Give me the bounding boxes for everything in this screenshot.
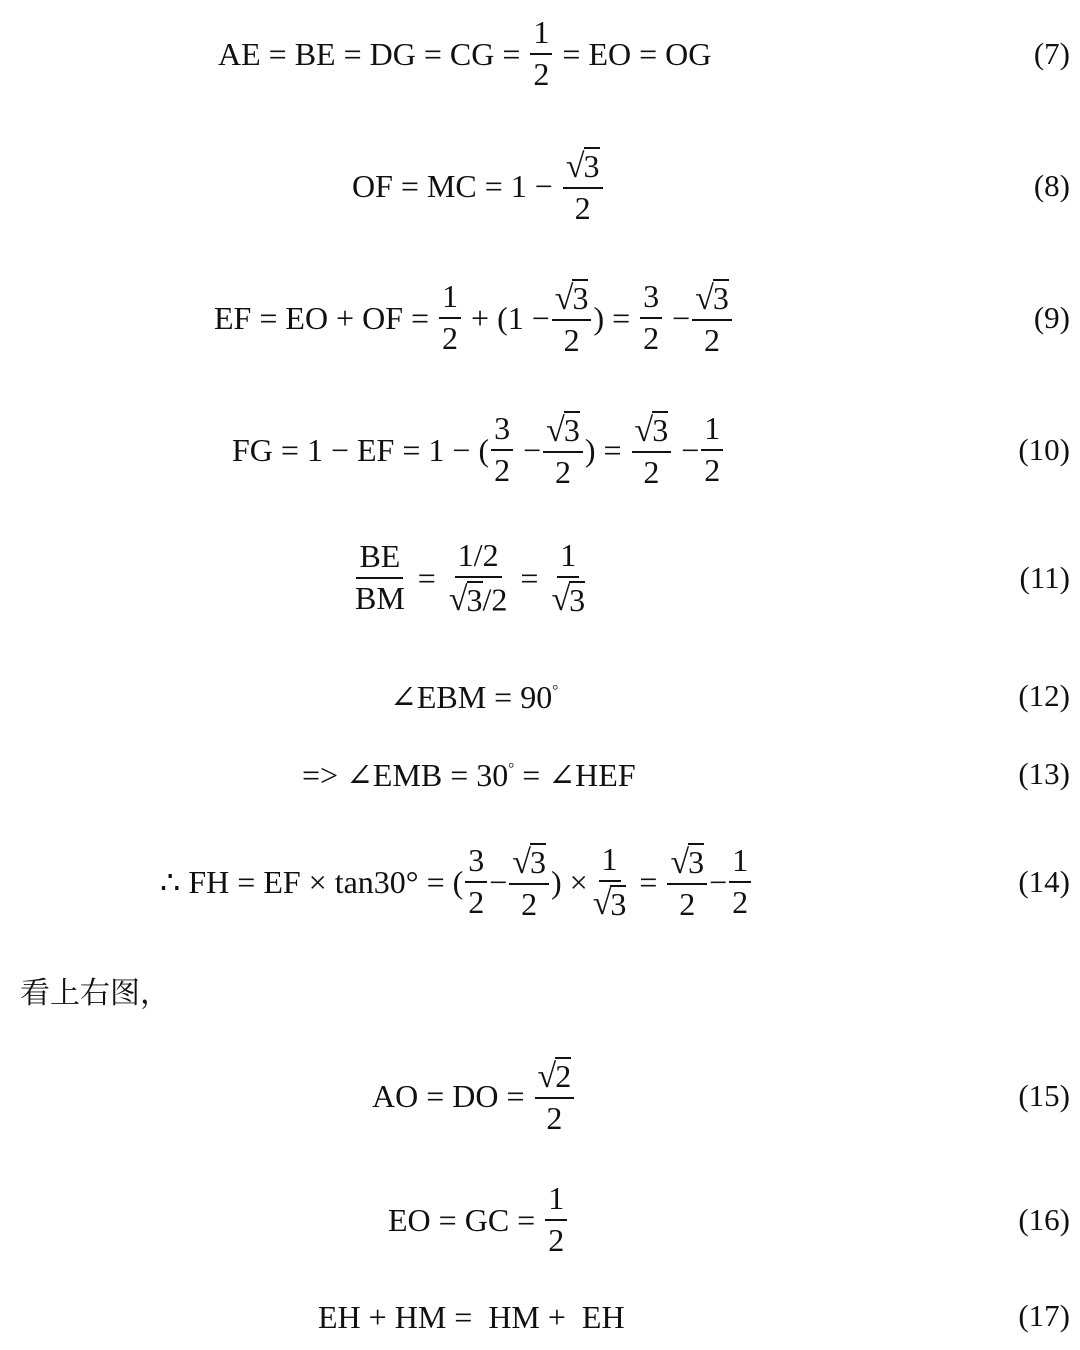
fraction xyxy=(548,536,588,619)
radicand: 3 xyxy=(569,581,586,618)
radicand: 3 xyxy=(610,885,627,922)
fraction xyxy=(701,412,723,487)
denominator: 2 xyxy=(548,1222,565,1258)
equation-number: (12) xyxy=(1018,678,1070,713)
equation-11 xyxy=(0,536,1080,620)
radicand: 3 xyxy=(530,843,547,880)
fraction xyxy=(543,411,583,489)
equation-12-body xyxy=(390,672,558,722)
fraction xyxy=(563,147,603,225)
equation-17 xyxy=(0,1292,1080,1342)
equation-13 xyxy=(0,750,1080,800)
equation-8-body xyxy=(352,144,605,228)
fraction xyxy=(352,540,408,615)
equation-number: (13) xyxy=(1018,756,1070,791)
numerator xyxy=(632,411,672,453)
numerator xyxy=(667,843,707,885)
equation-16-body xyxy=(388,1178,569,1262)
equation-15-body xyxy=(372,1054,576,1138)
denominator: 2 xyxy=(494,452,511,488)
degree-sign: ° xyxy=(552,682,559,699)
fraction xyxy=(535,1057,575,1135)
square-root: √ 3 xyxy=(554,279,589,317)
denominator xyxy=(590,882,630,922)
equation-number: (8) xyxy=(1033,168,1070,203)
numerator: 3 xyxy=(640,280,662,319)
square-root: √ 3 xyxy=(634,411,669,449)
eq9-lhs: EF = EO + OF = xyxy=(214,299,430,336)
eq13-post: = ∠HEF xyxy=(522,757,636,793)
radicand: 3 xyxy=(712,279,729,316)
denominator-tail: /2 xyxy=(482,581,508,618)
radicand: 3 xyxy=(572,279,589,316)
denominator xyxy=(548,578,588,618)
radicand: 3 xyxy=(652,411,669,448)
equals-sign: = xyxy=(639,863,658,900)
equation-7-body xyxy=(218,12,711,96)
denominator: 2 xyxy=(533,56,550,92)
fraction xyxy=(545,1182,567,1257)
eq9-close: ) = xyxy=(593,299,631,336)
eq7-lhs: AE = BE = DG = CG = xyxy=(218,35,521,72)
square-root: √ 2 xyxy=(537,1057,572,1095)
eq17-text: EH + HM = HM + EH xyxy=(318,1298,625,1335)
numerator: 1 xyxy=(701,412,723,451)
radicand: 3 xyxy=(583,147,600,184)
eq13-pre: => ∠EMB = 30 xyxy=(302,757,509,793)
equation-7 xyxy=(0,12,1080,96)
numerator: 1 xyxy=(545,1182,567,1221)
denominator: 2 xyxy=(563,321,580,358)
equation-15 xyxy=(0,1054,1080,1138)
numerator: 1 xyxy=(439,280,461,319)
eq8-lhs: OF = MC = 1 − xyxy=(352,167,553,204)
paragraph-note: 看上右图， xyxy=(20,977,170,1010)
equals-sign: = xyxy=(520,559,539,596)
numerator: 1 xyxy=(599,843,621,882)
square-root: √ 3 xyxy=(551,581,586,619)
equation-17-body xyxy=(318,1292,625,1342)
numerator: 3 xyxy=(465,844,487,883)
denominator: 2 xyxy=(468,884,485,920)
equation-10-body xyxy=(232,408,725,492)
equation-number: (7) xyxy=(1033,36,1070,71)
equation-16 xyxy=(0,1178,1080,1262)
degree-sign: ° xyxy=(508,760,515,777)
fraction xyxy=(667,843,707,921)
equation-9 xyxy=(0,276,1080,360)
numerator: 1 xyxy=(530,16,552,55)
equation-8 xyxy=(0,144,1080,228)
fraction xyxy=(632,411,672,489)
equals-sign: = xyxy=(417,559,436,596)
denominator: 2 xyxy=(643,320,660,356)
denominator: 2 xyxy=(554,453,571,490)
denominator: 2 xyxy=(704,321,721,358)
numerator xyxy=(535,1057,575,1099)
equation-number: (11) xyxy=(1019,560,1070,595)
numerator xyxy=(692,279,732,321)
equation-number: (16) xyxy=(1018,1202,1070,1237)
equation-9-body xyxy=(214,276,734,360)
denominator: 2 xyxy=(732,884,749,920)
square-root: √ 3 xyxy=(546,411,580,449)
equation-14 xyxy=(0,840,1080,924)
square-root: √ 3 xyxy=(670,843,705,881)
radicand: 2 xyxy=(555,1057,572,1094)
radicand: 3 xyxy=(563,411,580,448)
numerator: 1/2 xyxy=(455,539,502,578)
equation-11-body xyxy=(350,536,590,620)
denominator: 2 xyxy=(679,885,696,922)
numerator xyxy=(563,147,603,189)
numerator: 3 xyxy=(491,412,513,451)
fraction xyxy=(439,280,461,355)
equation-number: (9) xyxy=(1033,300,1070,335)
numerator xyxy=(552,279,592,321)
eq9-plus-open: + (1 − xyxy=(471,299,550,336)
numerator xyxy=(509,843,549,885)
numerator: BE xyxy=(356,540,403,579)
fraction xyxy=(590,840,630,923)
numerator: 1 xyxy=(729,844,751,883)
fraction xyxy=(491,412,513,487)
radicand: 3 xyxy=(466,581,483,618)
equation-number: (15) xyxy=(1018,1078,1070,1113)
minus-sign: − xyxy=(681,431,700,468)
denominator: 2 xyxy=(521,885,538,922)
numerator xyxy=(543,411,583,453)
denominator: 2 xyxy=(546,1099,563,1136)
denominator: 2 xyxy=(574,189,591,226)
minus-sign: − xyxy=(489,863,508,900)
eq15-lhs: AO = DO = xyxy=(372,1077,525,1114)
square-root: √ 3 xyxy=(565,147,600,185)
minus-sign: − xyxy=(709,863,728,900)
equation-10 xyxy=(0,408,1080,492)
equation-13-body xyxy=(302,750,636,800)
eq14-times: ) × xyxy=(551,863,588,900)
fraction xyxy=(729,844,751,919)
eq14-lhs: ∴ FH = EF × tan30° = ( xyxy=(160,864,464,900)
denominator: BM xyxy=(355,580,405,616)
equation-14-body xyxy=(160,840,753,924)
square-root: √ 3 xyxy=(592,885,627,923)
fraction xyxy=(530,16,552,91)
fraction xyxy=(640,280,662,355)
fraction xyxy=(552,279,592,357)
fraction xyxy=(446,536,511,619)
equation-12 xyxy=(0,672,1080,722)
radicand: 3 xyxy=(688,843,705,880)
fraction xyxy=(465,844,487,919)
fraction xyxy=(509,843,549,921)
square-root: √ 3 xyxy=(512,843,547,881)
square-root: √ 3 xyxy=(448,581,483,619)
equation-number: (17) xyxy=(1018,1298,1070,1333)
square-root: √ 3 xyxy=(695,279,729,317)
denominator xyxy=(446,578,511,618)
denominator: 2 xyxy=(643,453,660,490)
minus-sign: − xyxy=(523,431,542,468)
equation-number: (10) xyxy=(1018,432,1070,467)
eq12-text: ∠EBM = 90 xyxy=(390,679,553,715)
equation-number: (14) xyxy=(1018,864,1070,899)
fraction xyxy=(692,279,732,357)
eq16-lhs: EO = GC = xyxy=(388,1201,536,1238)
minus-sign: − xyxy=(672,299,691,336)
eq10-lhs: FG = 1 − EF = 1 − ( xyxy=(232,431,490,468)
denominator: 2 xyxy=(442,320,459,356)
eq7-rhs: = EO = OG xyxy=(562,35,712,72)
numerator: 1 xyxy=(557,539,579,578)
eq10-close: ) = xyxy=(584,431,622,468)
denominator: 2 xyxy=(704,452,721,488)
